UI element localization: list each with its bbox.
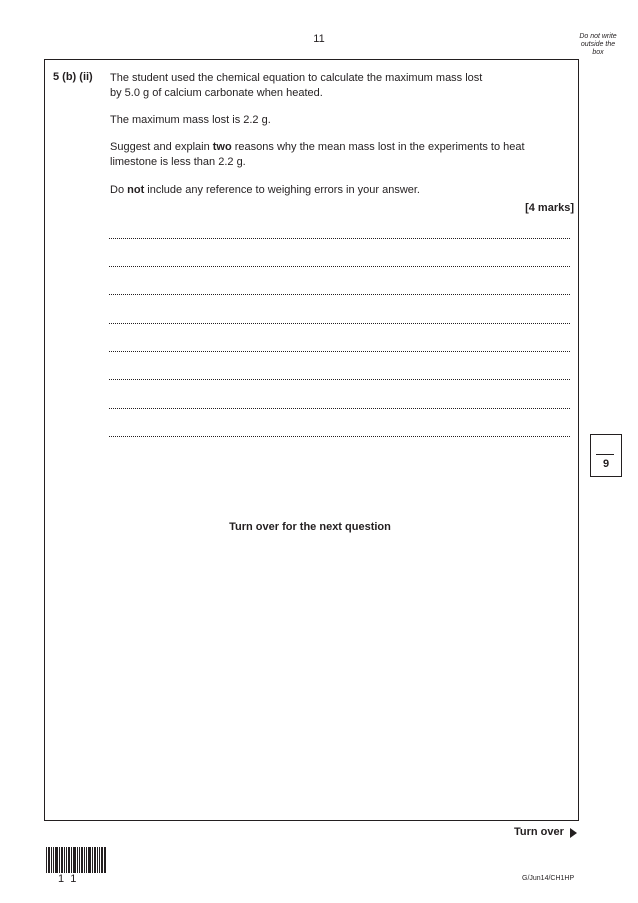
instruction-line: limestone is less than 2.2 g. <box>110 156 246 168</box>
turn-over-next-text: Turn over for the next question <box>229 521 391 533</box>
instruction-line: Suggest and explain two reasons why the mean mass lost in the experiments to heat <box>110 141 525 153</box>
score-total: 9 <box>602 458 610 470</box>
answer-line[interactable] <box>109 436 570 437</box>
emphasis-not: not <box>127 184 145 196</box>
answer-line[interactable] <box>109 294 570 295</box>
barcode-icon <box>46 847 106 873</box>
page-number: 11 <box>313 33 325 45</box>
answer-frame <box>44 59 579 821</box>
stem-line: The student used the chemical equation to calculate the maximum mass lost <box>110 72 483 84</box>
marks-label: [4 marks] <box>525 202 574 214</box>
question-statement: The maximum mass lost is 2.2 g. <box>110 114 271 126</box>
margin-note-line: box <box>592 49 604 56</box>
answer-line[interactable] <box>109 323 570 324</box>
question-number: 5 (b) (ii) <box>53 71 93 83</box>
turn-over-arrow-icon <box>570 828 577 838</box>
margin-note-line: outside the <box>580 41 616 48</box>
barcode-text: 1 1 <box>58 873 77 885</box>
turn-over-label: Turn over <box>514 826 564 838</box>
score-box <box>590 434 622 477</box>
margin-note <box>572 33 624 57</box>
emphasis-two: two <box>212 141 232 153</box>
answer-line[interactable] <box>109 351 570 352</box>
margin-note-line: Do not write <box>579 33 617 40</box>
answer-line[interactable] <box>109 238 570 239</box>
question-instruction <box>110 140 525 170</box>
answer-line[interactable] <box>109 266 570 267</box>
question-stem <box>110 71 482 101</box>
stem-line: by 5.0 g of calcium carbonate when heated. <box>110 87 323 99</box>
answer-line[interactable] <box>109 379 570 380</box>
question-note: Do not include any reference to weighing errors in your answer. <box>110 184 420 196</box>
answer-line[interactable] <box>109 408 570 409</box>
reference-code: G/Jun14/CH1HP <box>522 875 575 882</box>
score-rule <box>596 454 614 455</box>
